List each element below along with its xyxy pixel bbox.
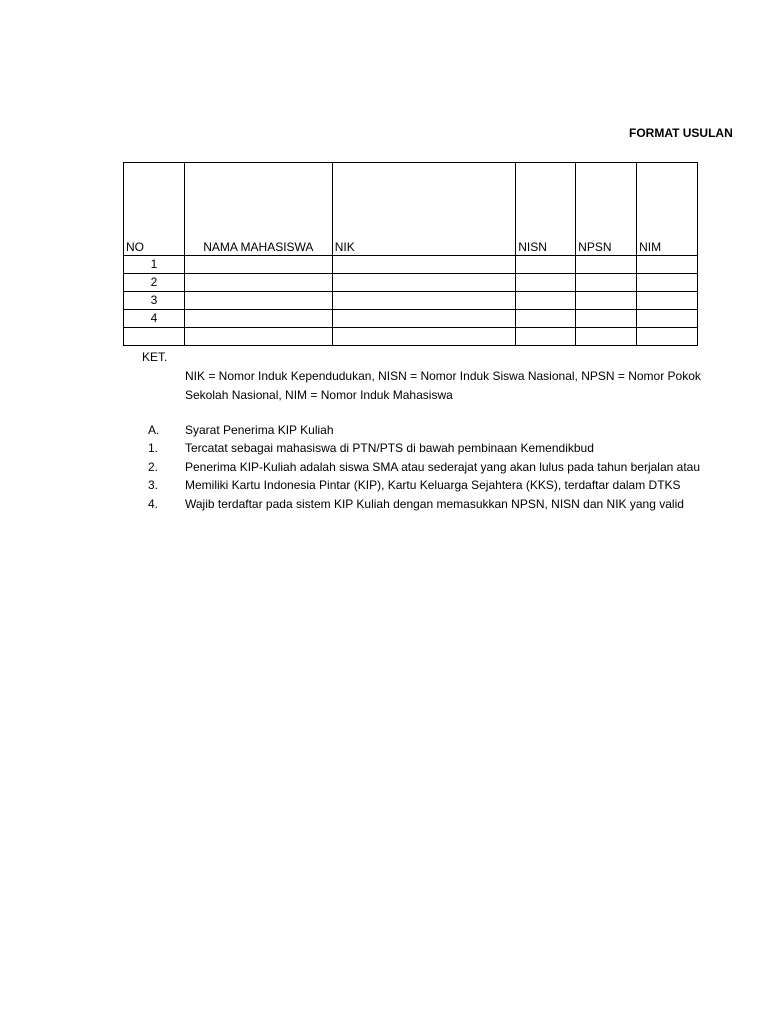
- list-item-text: Wajib terdaftar pada sistem KIP Kuliah dengan memasukkan NPSN, NISN dan NIK yang valid: [185, 497, 684, 511]
- row-number: 2: [124, 274, 185, 292]
- table-header-row: [124, 163, 698, 256]
- cell-nama[interactable]: [184, 328, 332, 346]
- cell-npsn[interactable]: [576, 310, 637, 328]
- heading-text: Syarat Penerima KIP Kuliah: [185, 423, 334, 437]
- page-title: FORMAT USULAN: [629, 126, 733, 140]
- ket-label: KET.: [142, 350, 168, 364]
- cell-nama[interactable]: [184, 310, 332, 328]
- student-table: [123, 162, 698, 346]
- header-no: NO: [124, 163, 185, 256]
- header-npsn: NPSN: [576, 163, 637, 256]
- cell-npsn[interactable]: [576, 292, 637, 310]
- ket-line: NIK = Nomor Induk Kependudukan, NISN = Nomor Induk Siswa Nasional, NPSN = Nomor Pokok: [185, 369, 701, 383]
- table-row: [124, 310, 698, 328]
- cell-nik[interactable]: [332, 274, 515, 292]
- table-row: [124, 292, 698, 310]
- cell-npsn[interactable]: [576, 256, 637, 274]
- cell-nik[interactable]: [332, 256, 515, 274]
- cell-nim[interactable]: [637, 274, 698, 292]
- ket-line: Sekolah Nasional, NIM = Nomor Induk Mahasiswa: [185, 388, 453, 402]
- cell-nisn[interactable]: [516, 310, 576, 328]
- cell-nik[interactable]: [332, 292, 515, 310]
- list-marker: 4.: [148, 497, 159, 511]
- cell-nim[interactable]: [637, 310, 698, 328]
- cell-nim[interactable]: [637, 328, 698, 346]
- ket-description: [185, 367, 701, 405]
- cell-nisn[interactable]: [516, 328, 576, 346]
- table-row: [124, 328, 698, 346]
- list-item-text: Tercatat sebagai mahasiswa di PTN/PTS di bawah pembinaan Kemendikbud: [185, 441, 594, 455]
- row-number: [124, 328, 185, 346]
- table-row: [124, 274, 698, 292]
- cell-nim[interactable]: [637, 292, 698, 310]
- cell-nik[interactable]: [332, 328, 515, 346]
- cell-nama[interactable]: [184, 292, 332, 310]
- list-marker: A.: [148, 423, 160, 437]
- row-number: 1: [124, 256, 185, 274]
- row-number: 4: [124, 310, 185, 328]
- cell-nim[interactable]: [637, 256, 698, 274]
- header-nama-mahasiswa: NAMA MAHASISWA: [184, 163, 332, 256]
- cell-nisn[interactable]: [516, 292, 576, 310]
- list-marker: 3.: [148, 478, 159, 492]
- header-nim: NIM: [637, 163, 698, 256]
- cell-nik[interactable]: [332, 310, 515, 328]
- cell-npsn[interactable]: [576, 274, 637, 292]
- cell-nisn[interactable]: [516, 274, 576, 292]
- table-row: [124, 256, 698, 274]
- list-item-text: Memiliki Kartu Indonesia Pintar (KIP), Kartu Keluarga Sejahtera (KKS), terdaftar dalam DTKS: [185, 478, 681, 492]
- cell-nisn[interactable]: [516, 256, 576, 274]
- list-marker: 1.: [148, 441, 159, 455]
- list-marker: 2.: [148, 460, 159, 474]
- header-nisn: NISN: [516, 163, 576, 256]
- cell-npsn[interactable]: [576, 328, 637, 346]
- header-nik: NIK: [332, 163, 515, 256]
- list-item-text: Penerima KIP-Kuliah adalah siswa SMA atau sederajat yang akan lulus pada tahun berjalan atau: [185, 460, 700, 474]
- cell-nama[interactable]: [184, 256, 332, 274]
- cell-nama[interactable]: [184, 274, 332, 292]
- row-number: 3: [124, 292, 185, 310]
